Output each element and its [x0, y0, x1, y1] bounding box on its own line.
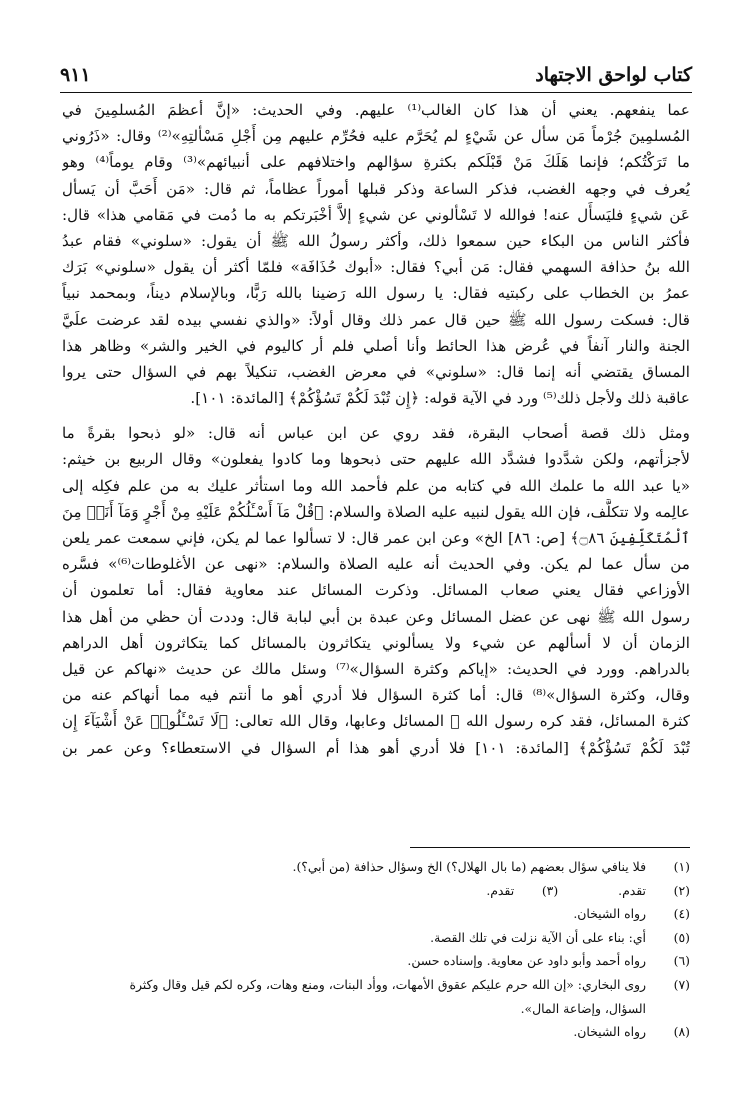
footnote-text: تقدم. [486, 882, 515, 898]
text-line: الله بنُ حذافة السهمي فقال: مَن أبي؟ فقال: «أبوك حُذَافَة» فلمّا أكثر أن يقول «سلوني» بَرَك [62, 258, 690, 277]
running-header [60, 62, 692, 88]
footnote-number: (٢) [673, 882, 690, 898]
text-line: ومثل ذلك قصة أصحاب البقرة، فقد روي عن ابن عباس أنه قال: «لو ذبحوا بقرةً ما [62, 424, 690, 443]
text-line: ما تَرَكْتُكم؛ فإنما هَلَكَ مَنْ قَبْلَكم بكثرةِ سؤالهم واختلافهم على أنبيائهم»⁽³⁾ وقام يوماً⁽⁴⁾ وهو [62, 153, 690, 172]
footnote [618, 879, 690, 903]
footnote-text: روى البخاري: «إن الله حرم عليكم عقوق الأمهات، ووأد البنات، ومنع وهات، وكره لكم قيل وقال وكثرة [129, 976, 646, 992]
text-line: عاقبة ذلك ولأجل ذلك⁽⁵⁾ ورد في الآية قوله: ﴿إِن تُبْدَ لَكُمْ تَسُؤْكُمْ﴾ [المائدة: ١٠١]. [190, 389, 690, 408]
text-line: قال: فسكت رسول الله ﷺ حين قال عمر ذلك وقال أولاً: «والذي نفسي بيده لقد عرضت علَيَّ [62, 310, 690, 329]
text-line: المُسلمِينَ جُرْماً مَن سأل عن شَيْءٍ لم يُحَرَّم عليه فحُرِّم عليهم مِن أَجْلِ مَسْألتِهِ»⁽²⁾ وقال: «ذَرُوني [62, 127, 690, 146]
text-line: الزمان أن لا أسألهم عن شيء ولا يسألوني يتكاثرون بالمسائل كما يتكاثرون أهل الدراهم [62, 633, 690, 652]
text-line: لأجزأتهم، ولكن شدَّدوا فشدَّد الله عليهم حتى ذبحوها وما كادوا يفعلون» وقال الربيع بن خيثم: [62, 450, 690, 469]
text-line: يُعرف في وجهه الغضب، فذكر الساعة وذكر قبلها أموراً عظاماً، ثم قال: «مَن أَحَبَّ أن يَسأل [62, 179, 690, 198]
text-line: عمرُ بن الخطاب على ركبتيه فقال: يا رسول الله رَضينا بالله رَبًّا، وبالإسلام ديناً، وبمحمد نبياً [62, 284, 690, 303]
text-line: الأوزاعي فقال يعني صعاب المسائل. وذكرت المسائل عند معاوية فقال: أما تعلمون أن [62, 581, 690, 600]
text-line: وقال، وكثرة السؤال»⁽⁸⁾ قال: أما كثرة السؤال فلا أدري أهو ما أنتم فيه مما أنهاكم عنه من [62, 686, 690, 705]
text-line: عالِمه ولا تتكلَّف، فإن الله يقول لنبيه عليه الصلاة والسلام: ﴿قُلْ مَآ أَسْـَٔلُكُمْ عَلَيْهِ مِنْ أَجْرٍ وَمَآ أَنَا۠ مِنَ [62, 502, 690, 521]
text-line: «يا عبد الله ما علمك الله في كتابه من علم فأحمد الله وما استأثر عليك به من علم فكِله إلى [62, 476, 690, 495]
footnote [62, 949, 690, 973]
footnote [486, 879, 558, 903]
footnote-text: رواه أحمد وأبو داود عن معاوية. وإسناده حسن. [407, 953, 646, 969]
footnote-number: (١) [673, 859, 690, 874]
header-rule [60, 92, 692, 93]
footnote-text-block [62, 973, 646, 1020]
page-number: ٩١١ [60, 64, 91, 86]
footnote-number: (٨) [673, 1024, 690, 1040]
footnote-number: (٦) [673, 953, 690, 969]
text-line: بالدراهم. وورد في الحديث: «إياكم وكثرة السؤال»⁽⁷⁾ وسئل مالك عن حديث «نهاكم عن قيل [62, 659, 690, 678]
text-line: عَن شيءٍ فليَسأَل عنه! فوالله لا تَسْألوني عن شيءٍ إلاَّ أخْبَرتكم به ما دُمت في مَقامي هذا» قال: [62, 205, 690, 224]
text-line: من سأل عما لم يكن. وفي الحديث أنه عليه الصلاة والسلام: «نهى عن الأغلوطات⁽⁶⁾» فسَّره [62, 555, 690, 574]
footnote-number: (٣) [541, 882, 559, 898]
footnote-pair [62, 879, 690, 903]
text-line: رسول الله ﷺ نهى عن عضل المسائل وعن عبدة بن أبي لبابة قال: وددت أن حظي من أهل هذا [62, 607, 690, 626]
text-line: ٱلْمُتَكَلِّفِينَ ۝٨٦﴾ [ص: ٨٦] الخ» وعن ابن عمر قال: لا تسألوا عما لم يكن، فإني سمعت عمر يلعن [62, 529, 690, 547]
footnote-text: رواه الشيخان. [573, 906, 646, 922]
footnote [62, 926, 690, 950]
footnote-number: (٤) [673, 906, 690, 922]
footnotes [62, 855, 690, 1044]
text-line: الجنة والنار آنفاً في عُرض هذا الحائط وأنا أصلي فلم أر كاليوم في الخير والشر» وظاهر هذا [62, 336, 690, 355]
footnote-text: فلا ينافي سؤال بعضهم (ما بال الهلال؟) الخ وسؤال حذافة (من أبي؟). [292, 859, 646, 874]
footnote-text: تقدم. [618, 882, 646, 898]
footnote-separator [410, 847, 690, 848]
text-line: فأكثر الناس من البكاء حين سمعوا ذلك، وأكثر رسولُ الله ﷺ أن يقول: «سلوني» فقام عبدُ [62, 231, 690, 250]
text-line: تُبْدَ لَكُمْ تَسُؤْكُمْ﴾ [المائدة: ١٠١] فلا أدري أهو هذا أم السؤال في الاستعطاء؟ وعن عمر بن [62, 738, 690, 757]
footnote [62, 902, 690, 926]
text-line: كثرة المسائل، فقد كره رسول الله ﷺ المسائل وعابها، وقال الله تعالى: ﴿لَا تَسْـَٔلُوا۟ عَنْ أَشْيَآءَ إِن [62, 712, 690, 731]
main-text [62, 97, 690, 761]
running-title: كتاب لواحق الاجتهاد [535, 64, 692, 86]
paragraph-gap [62, 411, 690, 420]
text-line: عما ينفعهم. يعني أن هذا كان الغالب⁽¹⁾ عليهم. وفي الحديث: «إنَّ أعظمَ المُسلمِينَ في [62, 101, 690, 119]
footnote [62, 1020, 690, 1044]
footnote [62, 855, 690, 879]
footnote-text-continued: السؤال، وإضاعة المال». [520, 1000, 646, 1016]
footnote [62, 973, 690, 1020]
footnote-text: أي: بناء على أن الآية نزلت في تلك القصة. [430, 929, 646, 945]
footnote-text: رواه الشيخان. [573, 1024, 646, 1040]
footnote-number: (٥) [673, 929, 690, 945]
footnote-number: (٧) [673, 976, 690, 992]
text-line: المساق يقتضي أنه إنما قال: «سلوني» في معرض الغضب، تنكيلاً بهم في السؤال حتى يروا [62, 362, 690, 381]
